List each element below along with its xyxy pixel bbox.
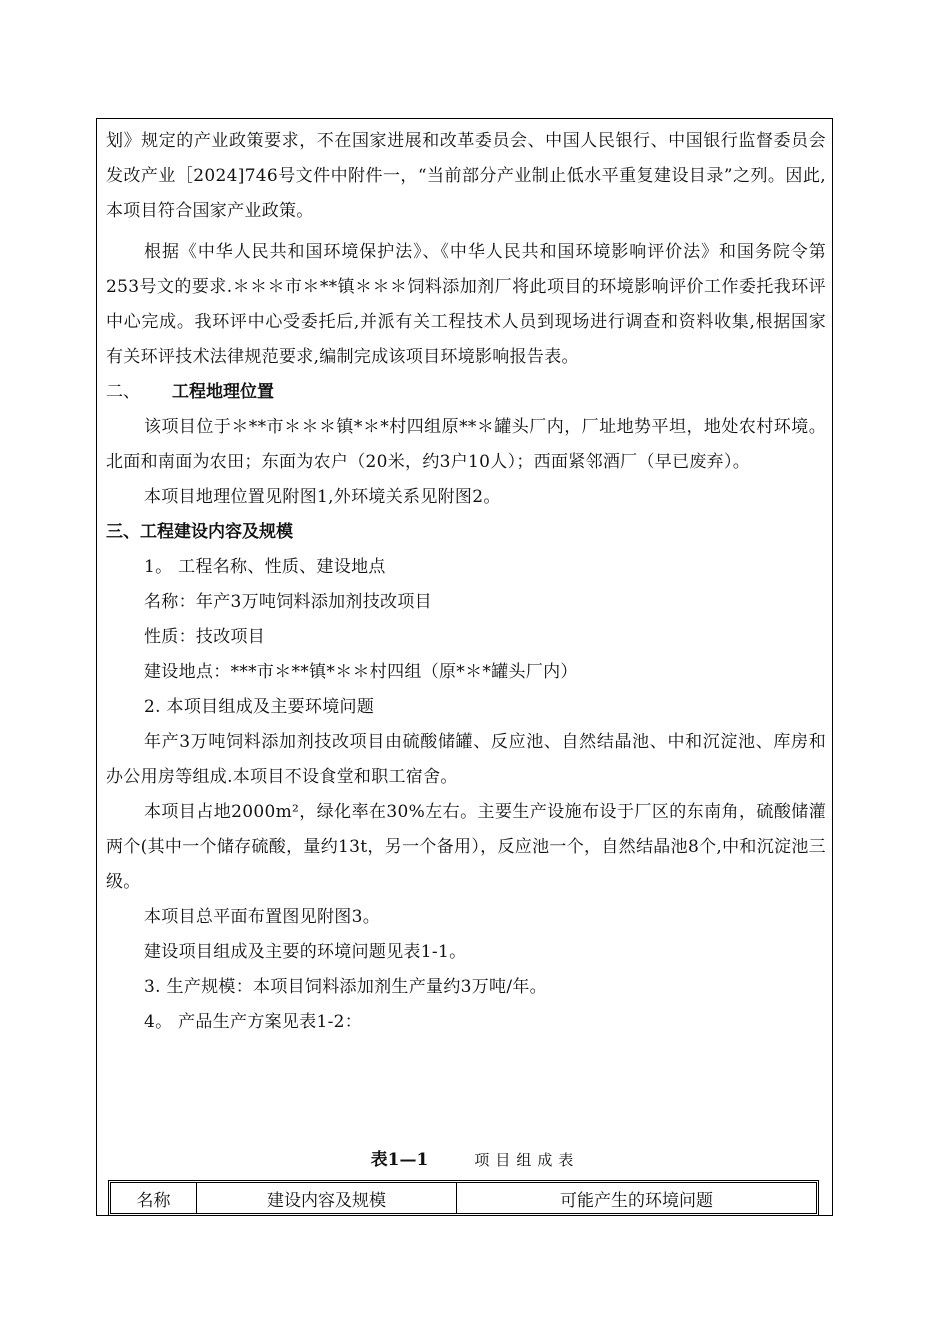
paragraph-basis: 根据《中华人民共和国环境保护法》、《中华人民共和国环境影响评价法》和国务院令第253号文的要求.＊＊＊市＊**镇＊＊＊饲料添加剂厂将此项目的环境影响评价工作委托我环评中心完成。我环评中心受委托后,并派有关工程技术人员到现场进行调查和资料收集,根据国家有关环评技术法律规范要求,编制完成该项目环境影响报告表。 <box>106 242 826 367</box>
paragraph-area: 本项目占地2000m²，绿化率在30%左右。主要生产设施布设于厂区的东南角，硫酸储灌两个(其中一个储存硫酸，量约13t，另一个备用），反应池一个，自然结晶池8个,中和沉淀池三级。 <box>106 802 826 892</box>
paragraph-location-maps: 本项目地理位置见附图1,外环境关系见附图2。 <box>144 487 501 507</box>
paragraph-layout-ref: 本项目总平面布置图见附图3。 <box>144 907 381 927</box>
header-cell-issues: 可能产生的环境问题 <box>560 1190 713 1211</box>
section-heading-location <box>106 375 826 410</box>
project-name-line: 名称：年产3万吨饲料添加剂技改项目 <box>144 592 432 612</box>
list-item-2: 2. 本项目组成及主要环境问题 <box>144 697 375 717</box>
document-body <box>106 124 826 1040</box>
project-site-line: 建设地点：***市＊**镇*＊＊村四组（原*＊*罐头厂内） <box>144 662 578 682</box>
list-item-3: 3. 生产规模：本项目饲料添加剂生产量约3万吨/年。 <box>144 977 547 997</box>
section-number: 二、 <box>106 382 140 402</box>
section-title: 工程地理位置 <box>172 382 274 402</box>
header-cell-name: 名称 <box>111 1183 197 1213</box>
table-caption-number: 表1—1 <box>370 1150 429 1170</box>
project-composition-table-header <box>108 1180 819 1216</box>
paragraph-table-ref: 建设项目组成及主要的环境问题见表1-1。 <box>144 942 467 962</box>
table-caption-title: 项目组成表 <box>474 1151 580 1169</box>
section-heading-construction: 三、工程建设内容及规模 <box>106 522 293 542</box>
table-caption <box>0 1147 950 1173</box>
list-item-4: 4。 产品生产方案见表1-2： <box>144 1012 363 1032</box>
paragraph-location: 该项目位于＊**市＊＊＊镇*＊*村四组原**＊罐头厂内，厂址地势平坦，地处农村环境。北面和南面为农田；东面为农户（20米，约3户10人）；西面紧邻酒厂（早已废弃）。 <box>106 417 826 472</box>
project-nature-line: 性质：技改项目 <box>144 627 266 647</box>
paragraph-composition: 年产3万吨饲料添加剂技改项目由硫酸储罐、反应池、自然结晶池、中和沉淀池、库房和办公用房等组成.本项目不设食堂和职工宿舍。 <box>106 732 826 787</box>
list-item-1: 1。 工程名称、性质、建设地点 <box>144 557 386 577</box>
paragraph-policy: 划》规定的产业政策要求，不在国家进展和改革委员会、中国人民银行、中国银行监督委员会发改产业［2024]746号文件中附件一，“当前部分产业制止低水平重复建设目录”之列。因此,本项目符合国家产业政策。 <box>106 131 826 221</box>
header-cell-content: 建设内容及规模 <box>197 1183 457 1213</box>
